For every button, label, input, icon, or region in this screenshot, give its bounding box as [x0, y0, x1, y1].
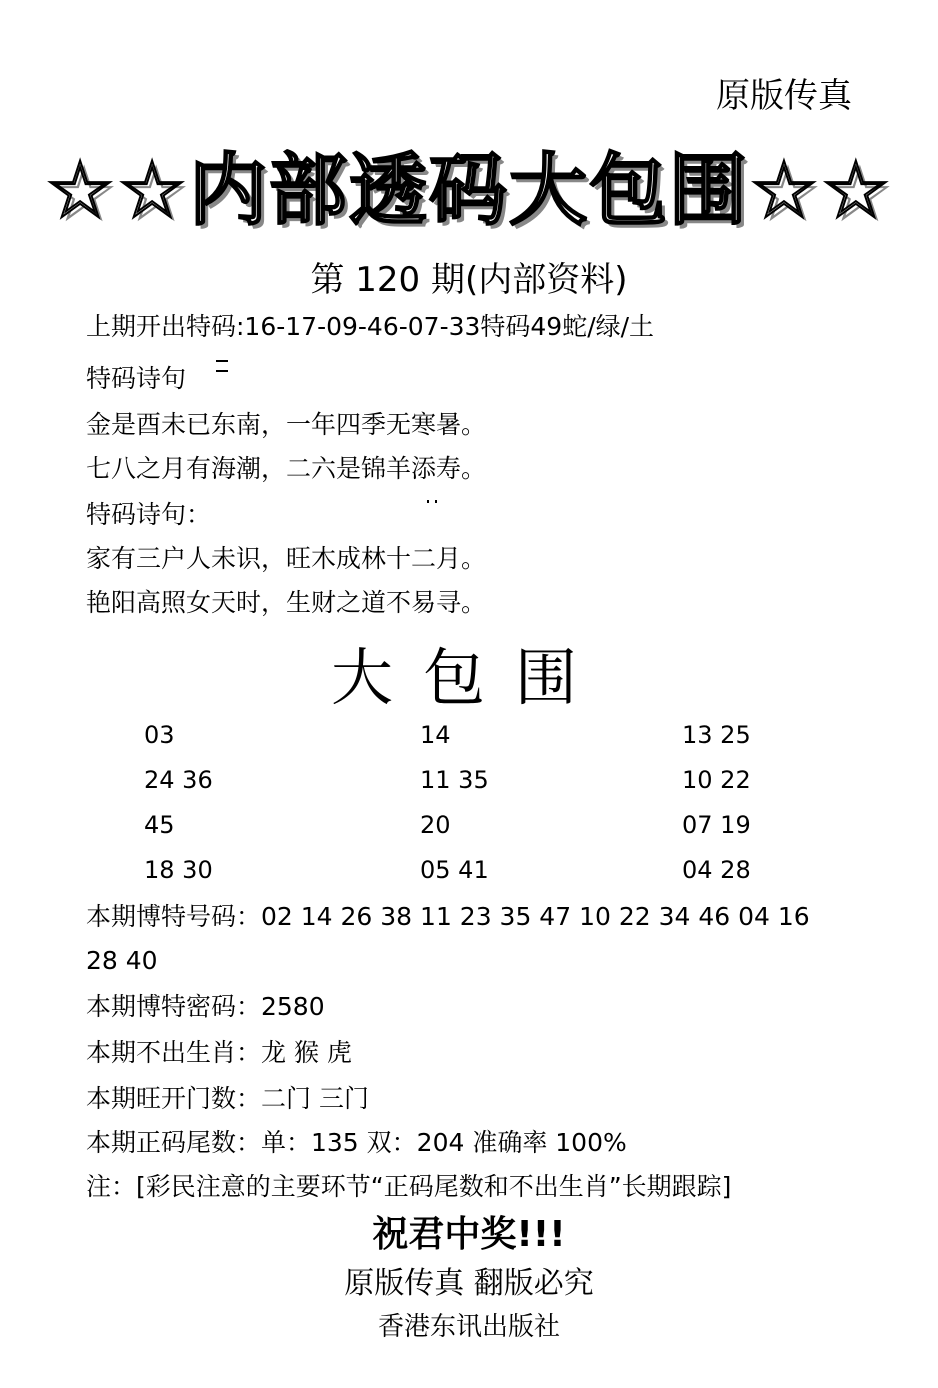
lucky-gates-line: 本期旺开门数：二门 三门: [86, 1084, 369, 1113]
grid-cell: 24 36: [144, 766, 213, 794]
note-line: 注：[彩民注意的主要环节“正码尾数和不出生肖”长期跟踪]: [86, 1172, 732, 1201]
print-speck: [427, 500, 429, 503]
corner-label: 原版传真: [716, 76, 852, 116]
grid-cell: 13 25: [682, 721, 751, 749]
congrats-text: 祝君中奖!!!: [372, 1214, 566, 1255]
secret-code-line: 本期博特密码：2580: [86, 992, 325, 1021]
grid-cell: 45: [144, 811, 175, 839]
print-speck: [435, 500, 437, 503]
grid-cell: 11 35: [420, 766, 489, 794]
print-speck: [216, 370, 228, 372]
poem-label-1: 特码诗句: [86, 364, 187, 393]
grid-cell: 07 19: [682, 811, 751, 839]
poem-line: 家有三户人未识，旺木成林十二月。: [86, 544, 487, 573]
print-speck: [216, 360, 228, 362]
big-heading: 大包围: [330, 641, 607, 714]
issue-subtitle: 第 120 期(内部资料): [310, 260, 628, 300]
publisher-text: 香港东讯出版社: [377, 1312, 560, 1342]
grid-cell: 10 22: [682, 766, 751, 794]
grid-cell: 04 28: [682, 856, 751, 884]
grid-cell: 03: [144, 721, 175, 749]
special-numbers-continuation: 28 40: [86, 946, 158, 975]
rights-text: 原版传真 翻版必究: [344, 1266, 594, 1301]
poem-line: 七八之月有海潮，二六是锦羊添寿。: [86, 454, 487, 483]
special-numbers-line: 本期博特号码：02 14 26 38 11 23 35 47 10 22 34 46 04 16: [86, 902, 810, 931]
no-zodiac-line: 本期不出生肖：龙 猴 虎: [86, 1038, 352, 1067]
tail-numbers-line: 本期正码尾数：单：135 双：204 准确率 100%: [86, 1128, 627, 1157]
page-title: ☆☆内部透码大包围☆☆: [45, 146, 893, 236]
grid-cell: 18 30: [144, 856, 213, 884]
poem-line: 金是酉未已东南，一年四季无寒暑。: [86, 410, 487, 439]
grid-cell: 20: [420, 811, 451, 839]
last-draw-line: 上期开出特码:16-17-09-46-07-33特码49蛇/绿/土: [86, 312, 655, 341]
poem-label-2: 特码诗句：: [86, 500, 212, 529]
poem-line: 艳阳高照女天时，生财之道不易寻。: [86, 588, 487, 617]
grid-cell: 14: [420, 721, 451, 749]
grid-cell: 05 41: [420, 856, 489, 884]
